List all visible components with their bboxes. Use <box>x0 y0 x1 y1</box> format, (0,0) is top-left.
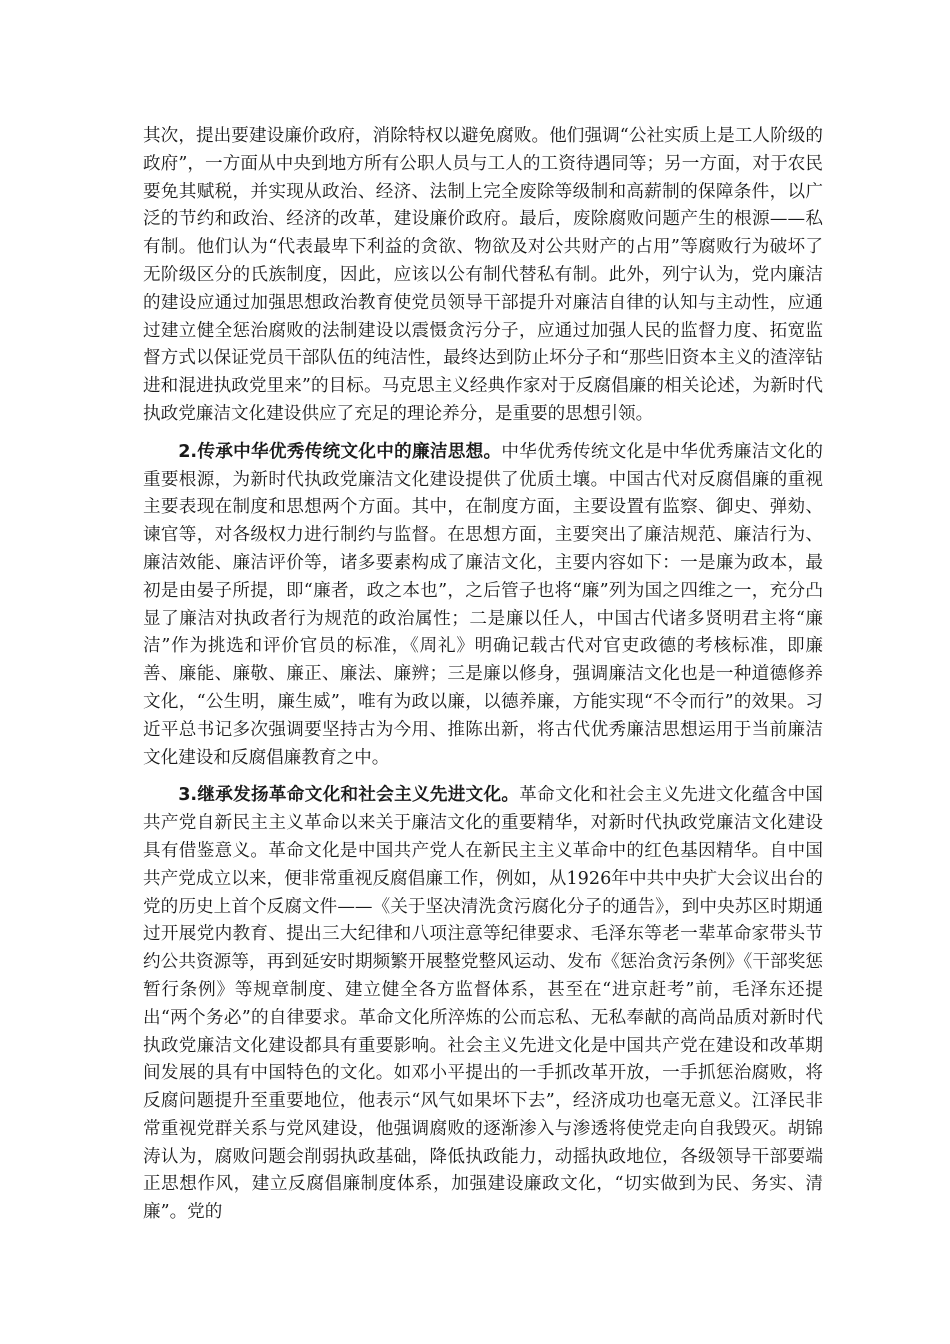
section-heading: 3.继承发扬革命文化和社会主义先进文化。 <box>178 785 520 806</box>
paragraph-marx-theory <box>143 123 823 429</box>
section-heading: 2.传承中华优秀传统文化中的廉洁思想。 <box>178 441 502 462</box>
paragraph-text: 其次，提出要建设廉价政府，消除特权以避免腐败。他们强调“公社实质上是工人阶级的政府”，一方面从中央到地方所有公职人员与工人的工资待遇同等；另一方面，对于农民要免其赋税，并实现从政治、经济、法制上完全废除等级制和高薪制的保障条件，以广泛的节约和政治、经济的改革，建设廉价政府。最后，废除腐败问题产生的根源——私有制。他们认为“代表最卑下利益的贪欲、物欲及对公共财产的占用”等腐败行为破坏了无阶级区分的氏族制度，因此，应该以公有制代替私有制。此外，列宁认为，党内廉洁的建设应通过加强思想政治教育使党员领导干部提升对廉洁自律的认知与主动性，应通过建立健全惩治腐败的法制建设以震慑贪污分子，应通过加强人民的监督力度、拓宽监督方式以保证党员干部队伍的纯洁性，最终达到防止坏分子和“那些旧资本主义的渣滓钻进和混进执政党里来”的目标。马克思主义经典作家对于反腐倡廉的相关论述，为新时代执政党廉洁文化建设供应了充足的理论养分，是重要的思想引领。 <box>143 126 823 424</box>
paragraph-text: 中华优秀传统文化是中华优秀廉洁文化的重要根源，为新时代执政党廉洁文化建设提供了优质土壤。中国古代对反腐倡廉的重视主要表现在制度和思想两个方面。其中，在制度方面，主要设置有监察、御史、弹劾、谏官等，对各级权力进行制约与监督。在思想方面，主要突出了廉洁规范、廉洁行为、廉洁效能、廉洁评价等，诸多要素构成了廉洁文化，主要内容如下：一是廉为政本，最初是由晏子所提，即“廉者，政之本也”，之后管子也将“廉”列为国之四维之一，充分凸显了廉洁对执政者行为规范的政治属性；二是廉以任人，中国古代诸多贤明君主将“廉洁”作为挑选和评价官员的标准，《周礼》明确记载古代对官吏政德的考核标准，即廉善、廉能、廉敬、廉正、廉法、廉辨；三是廉以修身，强调廉洁文化也是一种道德修养文化，“公生明，廉生威”，唯有为政以廉，以德养廉，方能实现“不令而行”的效果。习近平总书记多次强调要坚持古为今用、推陈出新，将古代优秀廉洁思想运用于当前廉洁文化建设和反腐倡廉教育之中。 <box>143 441 823 768</box>
paragraph-traditional-culture <box>143 439 823 773</box>
document-page <box>143 123 823 1237</box>
paragraph-text: 革命文化和社会主义先进文化蕴含中国共产党自新民主主义革命以来关于廉洁文化的重要精华，对新时代执政党廉洁文化建设具有借鉴意义。革命文化是中国共产党人在新民主主义革命中的红色基因精华。自中国共产党成立以来，便非常重视反腐倡廉工作，例如，从1926年中共中央扩大会议出台的党的历史上首个反腐文件——《关于坚决清洗贪污腐化分子的通告》，到中央苏区时期通过开展党内教育、提出三大纪律和八项注意等纪律要求、毛泽东等老一辈革命家带头节约公共资源等，再到延安时期频繁开展整党整风运动、发布《惩治贪污条例》《干部奖惩暂行条例》等规章制度、建立健全各方监督体系，甚至在“进京赶考”前，毛泽东还提出“两个务必”的自律要求。革命文化所淬炼的公而忘私、无私奉献的高尚品质对新时代执政党廉洁文化建设都具有重要影响。社会主义先进文化是中国共产党在建设和改革期间发展的具有中国特色的文化。如邓小平提出的一手抓改革开放，一手抓惩治腐败，将反腐问题提升至重要地位，他表示“风气如果坏下去”，经济成功也毫无意义。江泽民非常重视党群关系与党风建设，他强调腐败的逐渐渗入与渗透将使党走向自我毁灭。胡锦涛认为，腐败问题会削弱执政基础，降低执政能力，动摇执政地位，各级领导干部要端正思想作风，建立反腐倡廉制度体系，加强建设廉政文化，“切实做到为民、务实、清廉”。党的 <box>143 785 823 1223</box>
paragraph-revolutionary-culture <box>143 782 823 1227</box>
